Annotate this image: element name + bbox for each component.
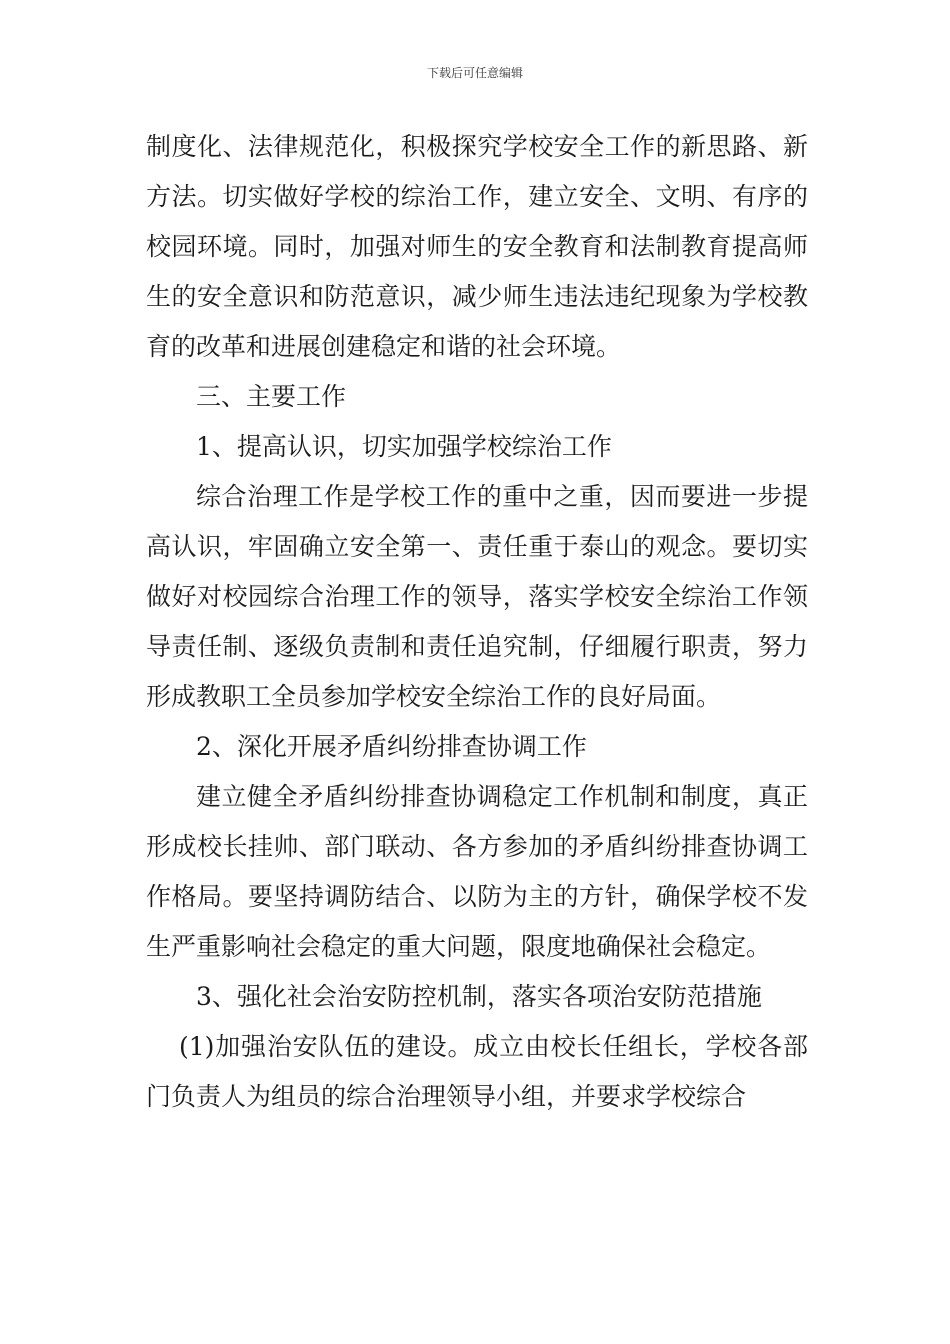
paragraph-3: (1)加强治安队伍的建设。成立由校长任组长，学校各部门负责人为组员的综合治理领导小组，并要求学校综合 [146, 1032, 808, 1111]
paragraph-continuation: 制度化、法律规范化，积极探究学校安全工作的新思路、新方法。切实做好学校的综治工作，建立安全、文明、有序的校园环境。同时，加强对师生的安全教育和法制教育提高师生的安全意识和防范意识，减少师生违法违纪现象为学校教育的改革和进展创建稳定和谐的社会环境。 [146, 132, 808, 361]
section-heading: 三、主要工作 [196, 382, 347, 411]
page-header: 下载后可任意编辑 [426, 66, 523, 80]
subsection-heading-2: 2、深化开展矛盾纠纷排查协调工作 [196, 732, 587, 761]
paragraph-2: 建立健全矛盾纠纷排查协调稳定工作机制和制度，真正形成校长挂帅、部门联动、各方参加的矛盾纠纷排查协调工作格局。要坚持调防结合、以防为主的方针，确保学校不发生严重影响社会稳定的重大问题，限度地确保社会稳定。 [146, 782, 808, 961]
document-body [146, 122, 808, 1122]
subsection-heading-3: 3、强化社会治安防控机制，落实各项治安防范措施 [196, 982, 762, 1011]
subsection-heading-1: 1、提高认识，切实加强学校综治工作 [196, 432, 612, 461]
paragraph-1: 综合治理工作是学校工作的重中之重，因而要进一步提高认识，牢固确立安全第一、责任重于泰山的观念。要切实做好对校园综合治理工作的领导，落实学校安全综治工作领导责任制、逐级负责制和责任追究制，仔细履行职责，努力形成教职工全员参加学校安全综治工作的良好局面。 [146, 482, 808, 711]
